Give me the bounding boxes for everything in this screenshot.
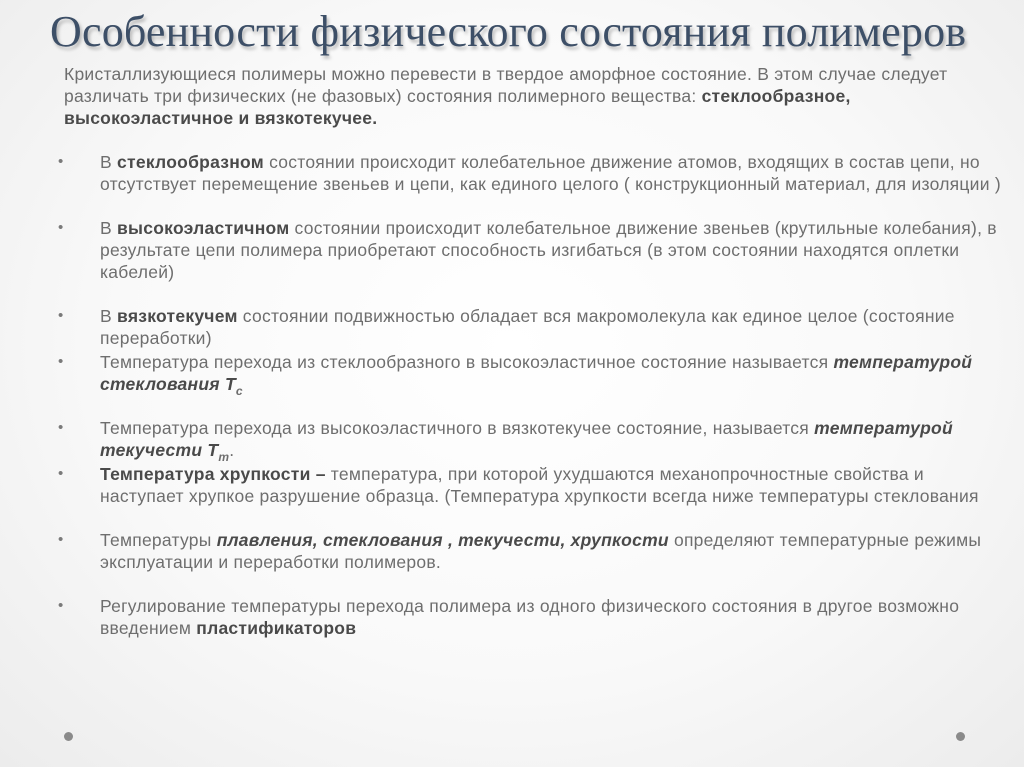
- list-item: [58, 529, 1008, 573]
- subscript: c: [235, 384, 243, 398]
- item-text: В: [100, 218, 118, 238]
- list-item: [58, 305, 1008, 349]
- decorative-dot: [956, 732, 965, 741]
- intro-paragraph: [58, 63, 1008, 129]
- bullet-icon: •: [58, 465, 64, 482]
- intro-bold: стеклообразное, высокоэластичное и вязкотекучее.: [64, 86, 851, 128]
- item-text: Температура перехода из стеклообразного в высокоэластичное состояние называется: [100, 352, 834, 372]
- bullet-icon: •: [58, 219, 64, 236]
- item-bold-term: пластификаторов: [196, 618, 357, 638]
- list-item: [58, 351, 1008, 398]
- slide-title: Особенности физического состояния полимеров: [50, 7, 967, 56]
- list-item: [58, 151, 1008, 195]
- subscript: т: [218, 450, 230, 464]
- item-text: состоянии происходит колебательное движение атомов, входящих в состав цепи, но отсутствует перемещение звеньев и цепи, как единого целого ( конструкционный материал, для изоляции ): [100, 152, 1001, 194]
- item-text: определяют температурные режимы эксплуатации и переработки полимеров.: [100, 530, 982, 572]
- bullet-icon: •: [58, 419, 64, 436]
- bullet-icon: •: [58, 307, 64, 324]
- list-item: [58, 417, 1008, 464]
- item-bold-italic-term: плавления, стеклования , текучести, хрупкости: [216, 530, 669, 550]
- item-text: Температура перехода из высокоэластичного в вязкотекучее состояние, называется: [100, 418, 815, 438]
- list-item: [58, 595, 1008, 639]
- item-bold-italic-term: температурой текучести T: [100, 418, 953, 460]
- bullet-icon: •: [58, 353, 64, 370]
- item-text: состоянии подвижностью обладает вся макромолекула как единое целое (состояние переработки): [100, 306, 955, 348]
- item-text: .: [229, 440, 235, 460]
- item-text: температура, при которой ухудшаются механопрочностные свойства и наступает хрупкое разрушение образца. (Температура хрупкости всегда ниже температуры стеклования: [100, 464, 979, 506]
- item-bold-italic-term: температурой стеклования T: [100, 352, 973, 394]
- item-text: В: [100, 306, 118, 326]
- list-item: [58, 463, 1008, 507]
- item-bold-term: стеклообразном: [117, 152, 264, 172]
- slide-content: [58, 63, 1008, 639]
- item-bold-term: высокоэластичном: [117, 218, 290, 238]
- bullet-list: [58, 151, 1008, 639]
- bullet-icon: •: [58, 531, 64, 548]
- decorative-dot: [64, 732, 73, 741]
- bullet-icon: •: [58, 153, 64, 170]
- intro-text: Кристаллизующиеся полимеры можно перевести в твердое аморфное состояние. В этом случае следует различать три физических (не фазовых) состояния полимерного вещества:: [64, 64, 948, 106]
- item-text: В: [100, 152, 118, 172]
- item-text: Температуры: [100, 530, 217, 550]
- list-item: [58, 217, 1008, 283]
- bullet-icon: •: [58, 597, 64, 614]
- item-bold-term: вязкотекучем: [117, 306, 238, 326]
- item-bold-term: Температура хрупкости –: [100, 464, 326, 484]
- item-text: состоянии происходит колебательное движение звеньев (крутильные колебания), в результате цепи полимера приобретают способность изгибаться (в этом состоянии находятся оплетки кабелей): [100, 218, 997, 282]
- item-text: Регулирование температуры перехода полимера из одного физического состояния в другое возможно введением: [100, 596, 960, 638]
